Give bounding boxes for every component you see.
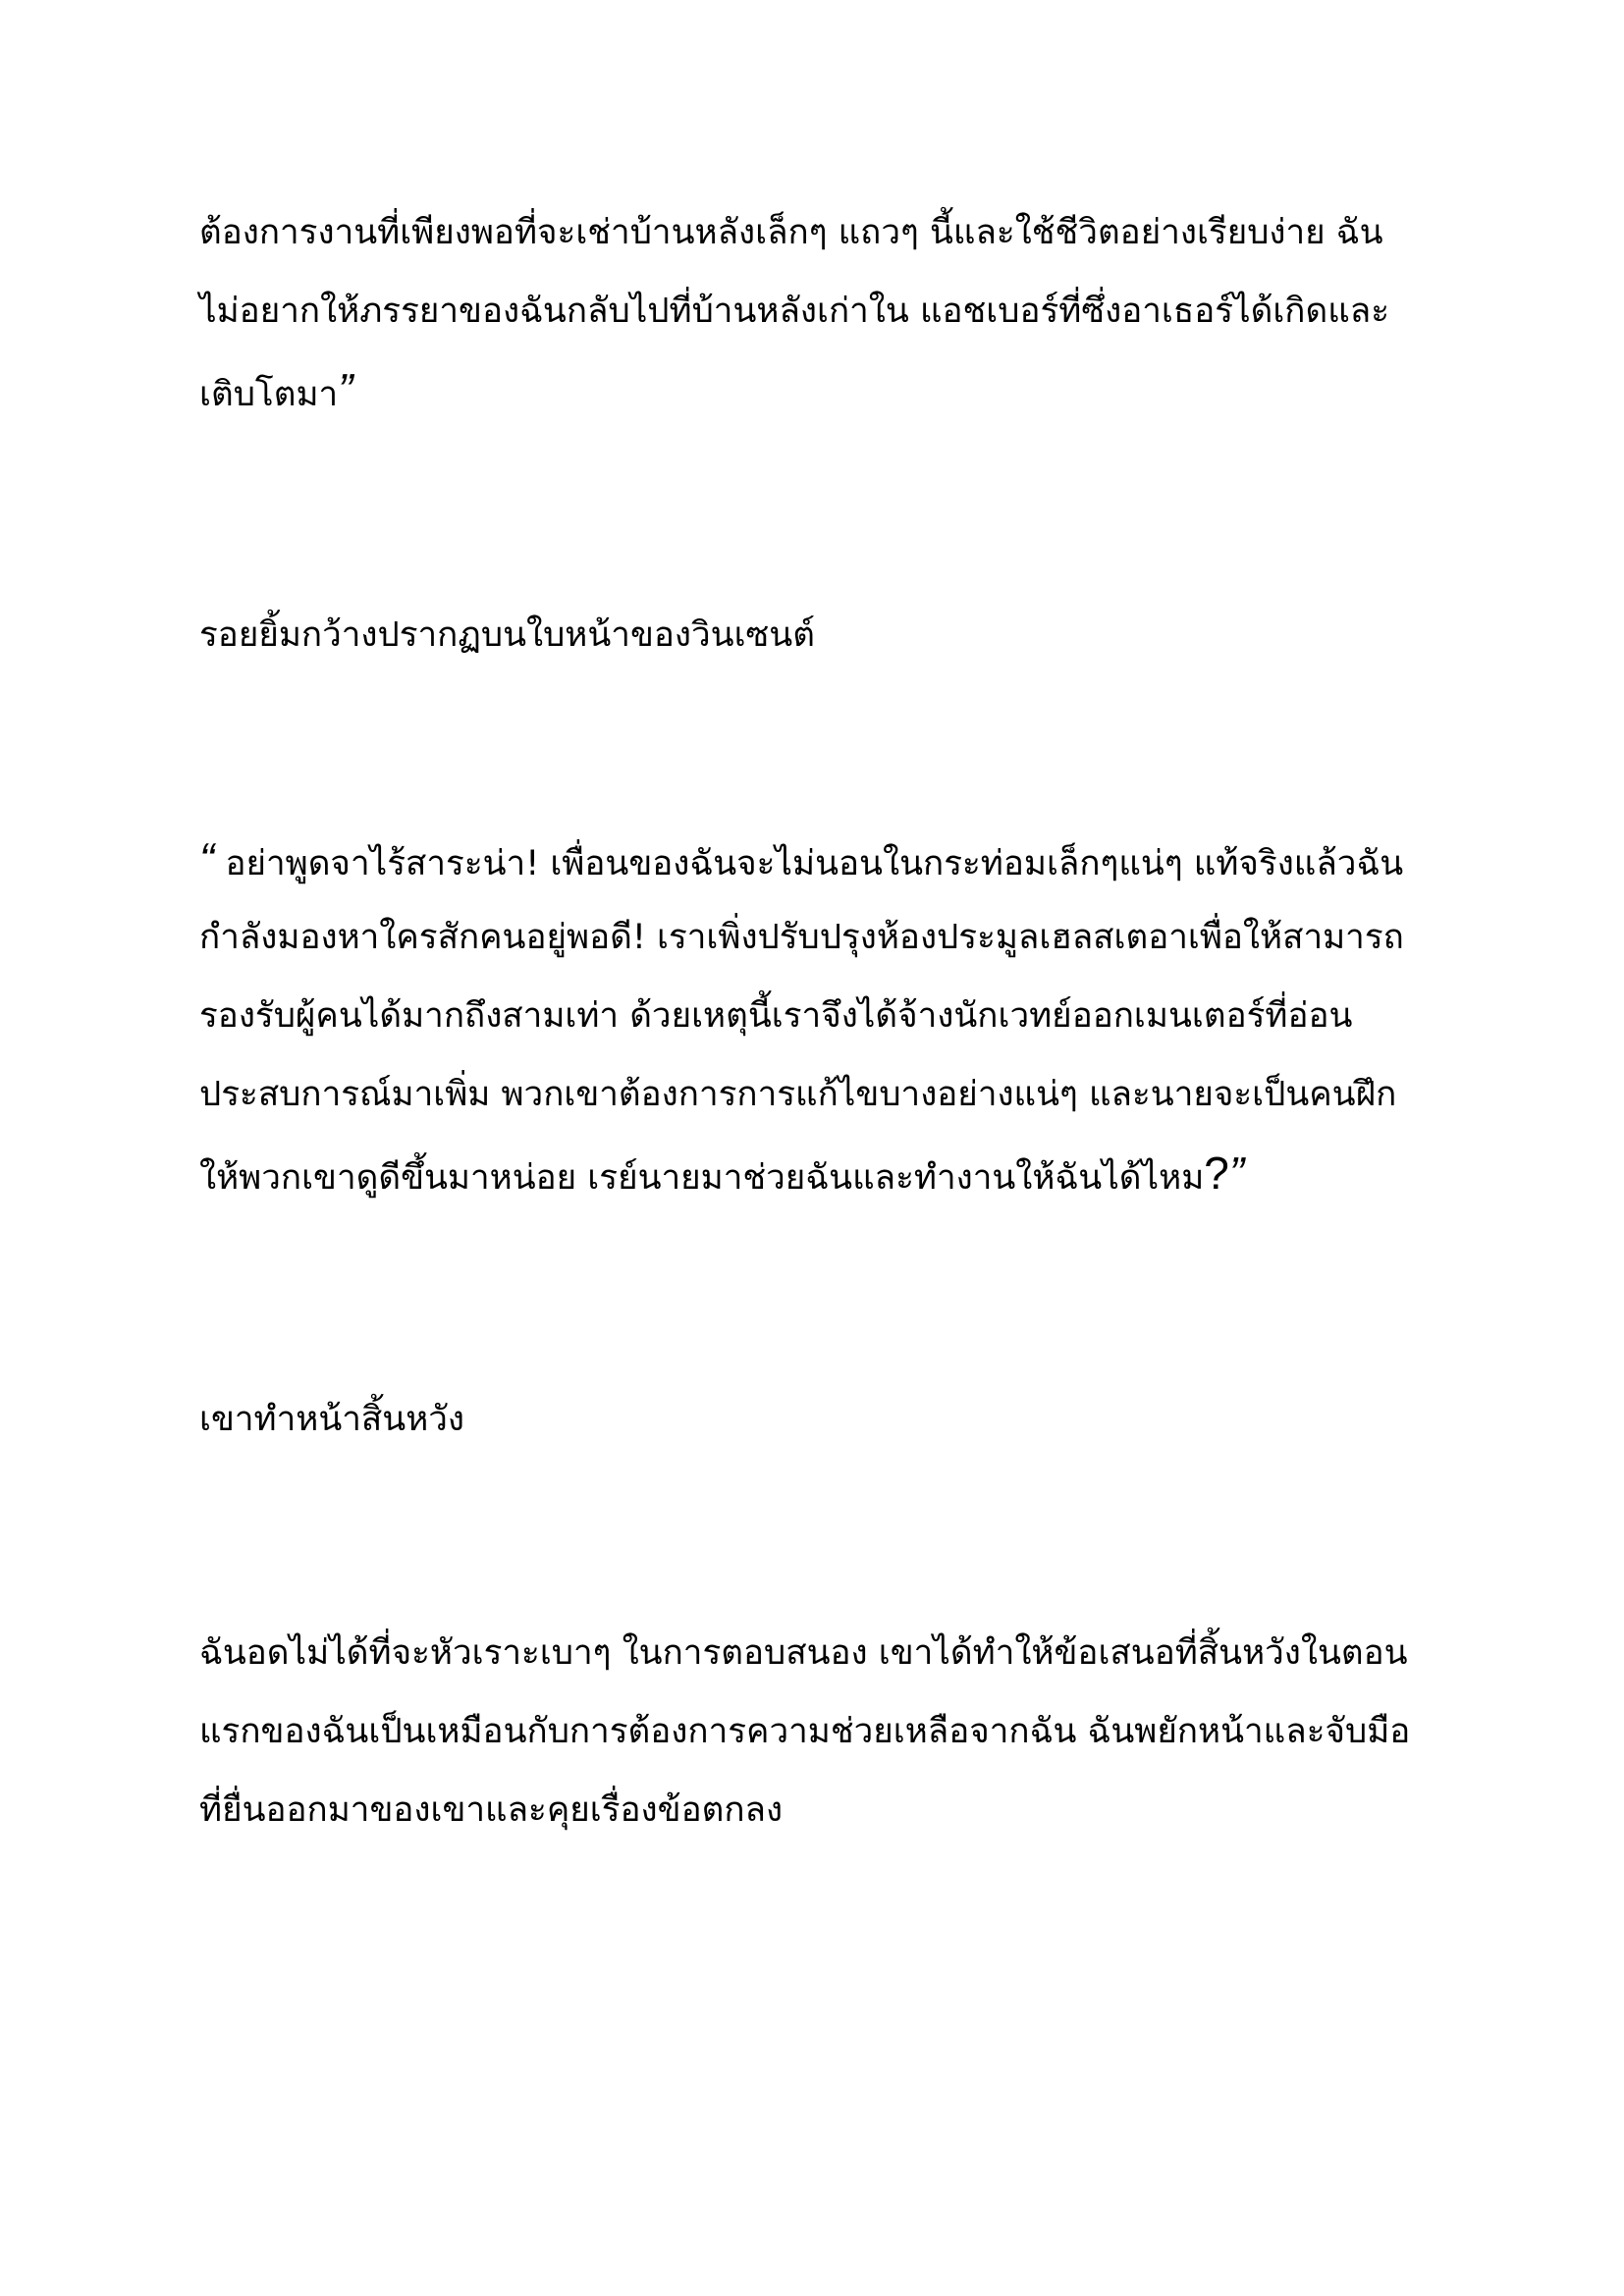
paragraph-line-text: เติบโตมา [199,375,339,414]
paragraph-line: ที่ยื่นออกมาของเขาและคุยเรื่องข้อตกลง [199,1790,784,1830]
open-quote: “ [199,833,215,884]
paragraph-line: ฉันอดไม่ได้ที่จะหัวเราะเบาๆ ในการตอบสนอง เขาได้ทำให้ข้อเสนอที่สิ้นหวังในตอน [199,1633,1408,1673]
paragraph-line: แรกของฉันเป็นเหมือนกับการต้องการความช่วยเหลือจากฉัน ฉันพยักหน้าและจับมือ [199,1712,1411,1751]
paragraph-4 [199,1380,1436,1459]
paragraph-line: เขาทำหน้าสิ้นหวัง [199,1400,465,1439]
paragraph-3 [199,820,1436,1212]
paragraph-line: กำลังมองหาใครสักคนอยู่พอดี! เราเพิ่งปรับปรุงห้องประมูลเฮลสเตอาเพื่อให้สามารถ [199,918,1404,957]
paragraph-line [199,820,1436,898]
question-mark: ? [1204,1148,1229,1199]
paragraph-line: ต้องการงานที่เพียงพอที่จะเช่าบ้านหลังเล็กๆ แถวๆ นี้และใช้ชีวิตอย่างเรียบง่าย ฉัน [199,213,1383,252]
paragraph-line [199,1134,1436,1212]
paragraph-2 [199,596,1436,674]
paragraph-1 [199,193,1436,429]
paragraph-line-text: อย่าพูดจาไร้สาระน่า! เพื่อนของฉันจะไม่นอนในกระท่อมเล็กๆแน่ๆ แท้จริงแล้วฉัน [214,844,1404,883]
paragraph-line [199,350,1436,429]
close-quote: ” [338,364,353,415]
paragraph-5 [199,1614,1436,1849]
paragraph-line: ประสบการณ์มาเพิ่ม พวกเขาต้องการการแก้ไขบางอย่างแน่ๆ และนายจะเป็นคนฝึก [199,1075,1397,1114]
paragraph-line-text: ให้พวกเขาดูดีขึ้นมาหน่อย เรย์นายมาช่วยฉันและทำงานให้ฉันได้ไหม [199,1158,1205,1198]
paragraph-line: รองรับผู้คนได้มากถึงสามเท่า ด้วยเหตุนี้เราจึงได้จ้างนักเวทย์ออกเมนเตอร์ที่อ่อน [199,996,1353,1036]
paragraph-line: รอยยิ้มกว้างปรากฏบนใบหน้าของวินเซนต์ [199,615,815,655]
paragraph-line: ไม่อยากให้ภรรยาของฉันกลับไปที่บ้านหลังเก่าใน แอชเบอร์ที่ซึ่งอาเธอร์ได้เกิดและ [199,292,1390,331]
close-quote: ” [1228,1148,1245,1199]
